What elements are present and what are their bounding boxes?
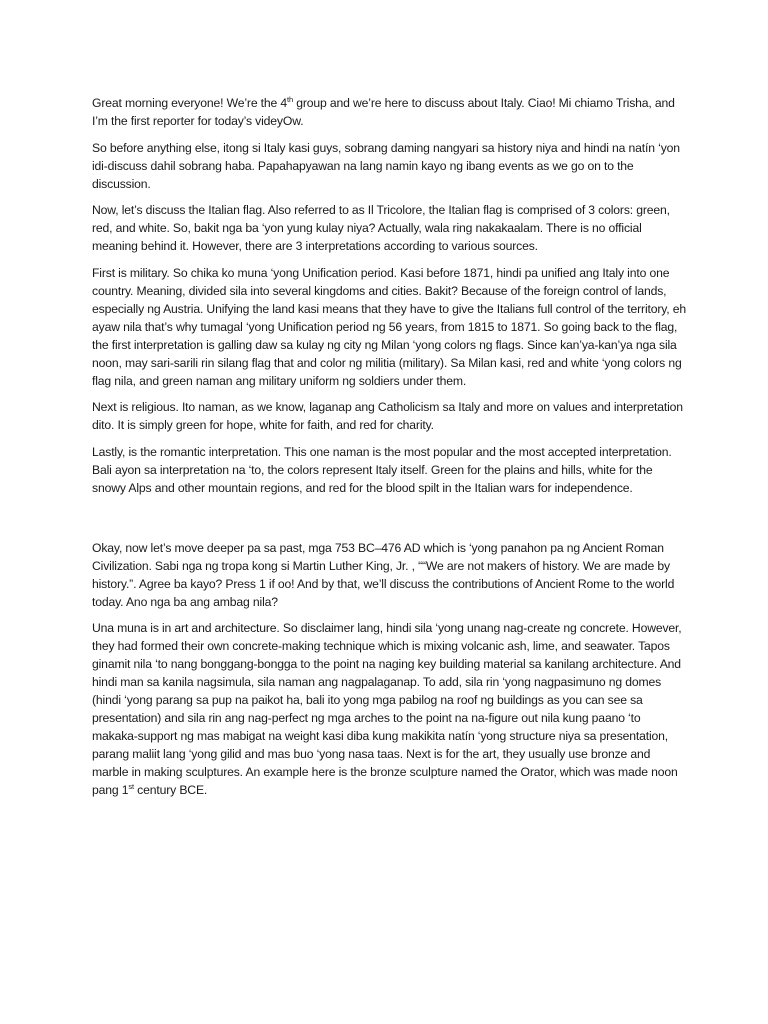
paragraph-religious [92,398,688,434]
paragraph-text: group and we’re here to discuss about Italy. Ciao! Mi chiamo Trisha, and I’m the first reporter for today’s videyOw. [92,96,675,128]
document-body [92,94,688,799]
paragraph-intro [92,94,688,130]
paragraph-text: Okay, now let’s move deeper pa sa past, mga 753 BC–476 AD which is ‘yong panahon pa ng Ancient Roman Civilization. Sabi nga ng tropa kong si Martin Luther King, Jr. , ““We are not makers of history. We are made by history.”. Agree ba kayo? Press 1 if oo! And by that, we’ll discuss the contributions of Ancient Rome to the world today. Ano nga ba ang ambag nila? [92,540,675,609]
paragraph-text: First is military. So chika ko muna ‘yong Unification period. Kasi before 1871, hindi pa unified ang Italy into one country. Meaning, divided sila into several kingdoms and cities. Bakit? Because of the foreign control of lands, especially ng Austria. Unifying the land kasi means that they have to give the Italians full control of the territory, eh ayaw nila that’s why tumagal ‘yong Unification period ng 56 years, from 1815 to 1871. So going back to the flag, the first interpretation is galling daw sa kulay ng city ng Milan ‘yong colors ng flags. Since kan’ya-kan’ya nga sila noon, may sari-sarili rin silang flag that and color ng militia (military). Sa Milan kasi, red and white ‘yong colors ng flag nila, and green naman ang military uniform ng soldiers under them. [92,265,687,388]
superscript-text: st [128,782,134,791]
paragraph-text: Now, let’s discuss the Italian flag. Also referred to as Il Tricolore, the Italian flag is comprised of 3 colors: green, red, and white. So, bakit nga ba ‘yon yung kulay niya? Actually, wala ring nakakaalam. There is no official meaning behind it. However, there are 3 interpretations according to various sources. [92,203,670,253]
paragraph-before-anything [92,139,688,193]
paragraph-text: century BCE. [133,783,208,797]
paragraph-text: Lastly, is the romantic interpretation. This one naman is the most popular and the most accepted interpretation. Bali ayon sa interpretation na ‘to, the colors represent Italy itself. Green for the plains and hills, white for the snowy Alps and other mountain regions, and red for the blood spilt in the Italian wars for independence. [92,444,672,495]
paragraph-text: So before anything else, itong si Italy kasi guys, sobrang daming nangyari sa history niya and hindi na natín ‘yon idi-discuss dahil sobrang haba. Papahapyawan na lang namin kayo ng ibang events as we go on to the discussion. [92,140,680,191]
paragraph-military [92,264,688,390]
paragraph-ancient-rome [92,539,688,611]
superscript-text: th [287,95,294,104]
paragraph-italian-flag [92,201,688,255]
paragraph-text: Una muna is in art and architecture. So disclaimer lang, hindi sila ‘yong unang nag-create ng concrete. However, they had formed their own concrete-making technique which is mixing volcanic ash, lime, and seawater. Tapos ginamit nila ‘to nang bonggang-bongga to the point na naging key building material sa kanilang architecture. And hindi man sa kanila nagsimula, sila naman ang nagpalaganap. To add, sila rin ‘yong nagpasimuno ng domes (hindi ‘yong parang sa pup na paikot ha, bali ito yong mga pabilog na roof ng buildings as you can see sa presentation) and sila rin ang nag-perfect ng mga arches to the point na na-figure out nila kung paano ‘to makaka-support ng mas mabigat na weight kasi diba kung makikita natín ‘yong structure niya sa presentation, parang maliit lang ‘yong gilid and mas buo ‘yong nasa taas. Next is for the art, they usually use bronze and marble in making sculptures. An example here is the bronze sculpture named the Orator, which was made noon pang 1 [92,621,682,797]
paragraph-text: Next is religious. Ito naman, as we know, laganap ang Catholicism sa Italy and more on values and interpretation dito. It is simply green for hope, white for faith, and red for charity. [92,400,683,432]
paragraph-text: Great morning everyone! We’re the 4 [92,96,288,110]
paragraph-romantic [92,443,688,497]
paragraph-art-architecture [92,619,688,799]
